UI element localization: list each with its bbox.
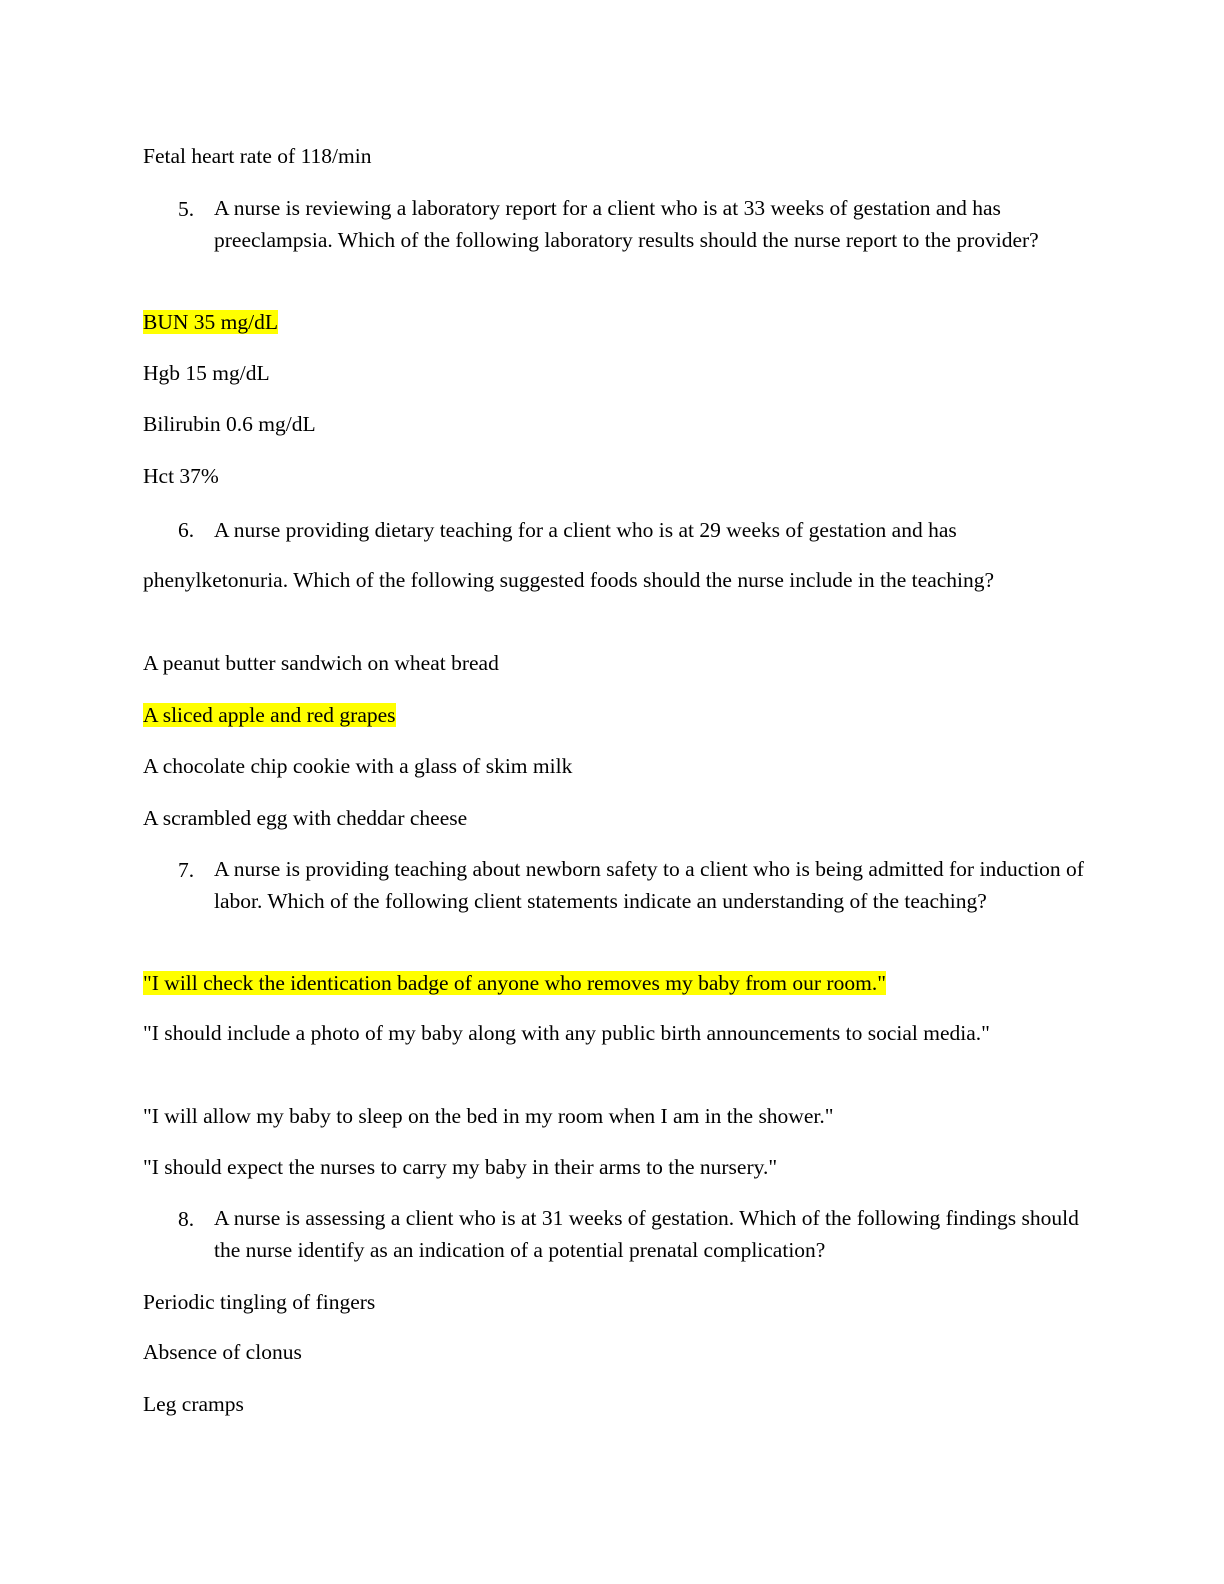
question-6-option-3: A chocolate chip cookie with a glass of skim milk [143, 754, 573, 778]
question-6-option-2 [143, 702, 396, 728]
question-6-text: A nurse providing dietary teaching for a client who is at 29 weeks of gestation and has [214, 518, 957, 542]
question-7-text: A nurse is providing teaching about newborn safety to a client who is being admitted for induction of labor. Which of the following client statements indicate an understanding of the teaching? [214, 857, 1084, 913]
question-8-option-2: Absence of clonus [143, 1340, 302, 1364]
question-5-option-2: Hgb 15 mg/dL [143, 361, 270, 385]
question-7-option-4: "I should expect the nurses to carry my baby in their arms to the nursery." [143, 1155, 778, 1179]
intro-answer: Fetal heart rate of 118/min [143, 144, 372, 168]
question-6-option-1: A peanut butter sandwich on wheat bread [143, 651, 499, 675]
question-8-option-1: Periodic tingling of fingers [143, 1290, 376, 1314]
question-8-text: A nurse is assessing a client who is at 31 weeks of gestation. Which of the following findings should the nurse identify as an indication of a potential prenatal complication? [214, 1206, 1079, 1262]
question-6-option-4: A scrambled egg with cheddar cheese [143, 806, 468, 830]
highlighted-answer: BUN 35 mg/dL [143, 310, 278, 334]
question-5-option-1 [143, 309, 278, 335]
question-5-option-4: Hct 37% [143, 464, 219, 488]
question-5-text: A nurse is reviewing a laboratory report for a client who is at 33 weeks of gestation and has preeclampsia. Which of the following laboratory results should the nurse report to the provider? [214, 196, 1039, 252]
highlighted-answer: "I will check the identication badge of anyone who removes my baby from our room." [143, 971, 886, 995]
question-6-text-continued: phenylketonuria. Which of the following suggested foods should the nurse include in the teaching? [143, 568, 995, 592]
question-5-number: 5. [178, 197, 195, 221]
question-5-option-3: Bilirubin 0.6 mg/dL [143, 412, 316, 436]
question-8-number: 8. [178, 1207, 195, 1231]
question-7-number: 7. [178, 858, 195, 882]
highlighted-answer: A sliced apple and red grapes [143, 703, 396, 727]
question-6-number: 6. [178, 518, 195, 542]
question-7-option-3: "I will allow my baby to sleep on the bed in my room when I am in the shower." [143, 1104, 834, 1128]
question-7-option-1 [143, 970, 886, 996]
question-7-option-2: "I should include a photo of my baby along with any public birth announcements to social media." [143, 1021, 990, 1045]
question-8-option-3: Leg cramps [143, 1392, 244, 1416]
